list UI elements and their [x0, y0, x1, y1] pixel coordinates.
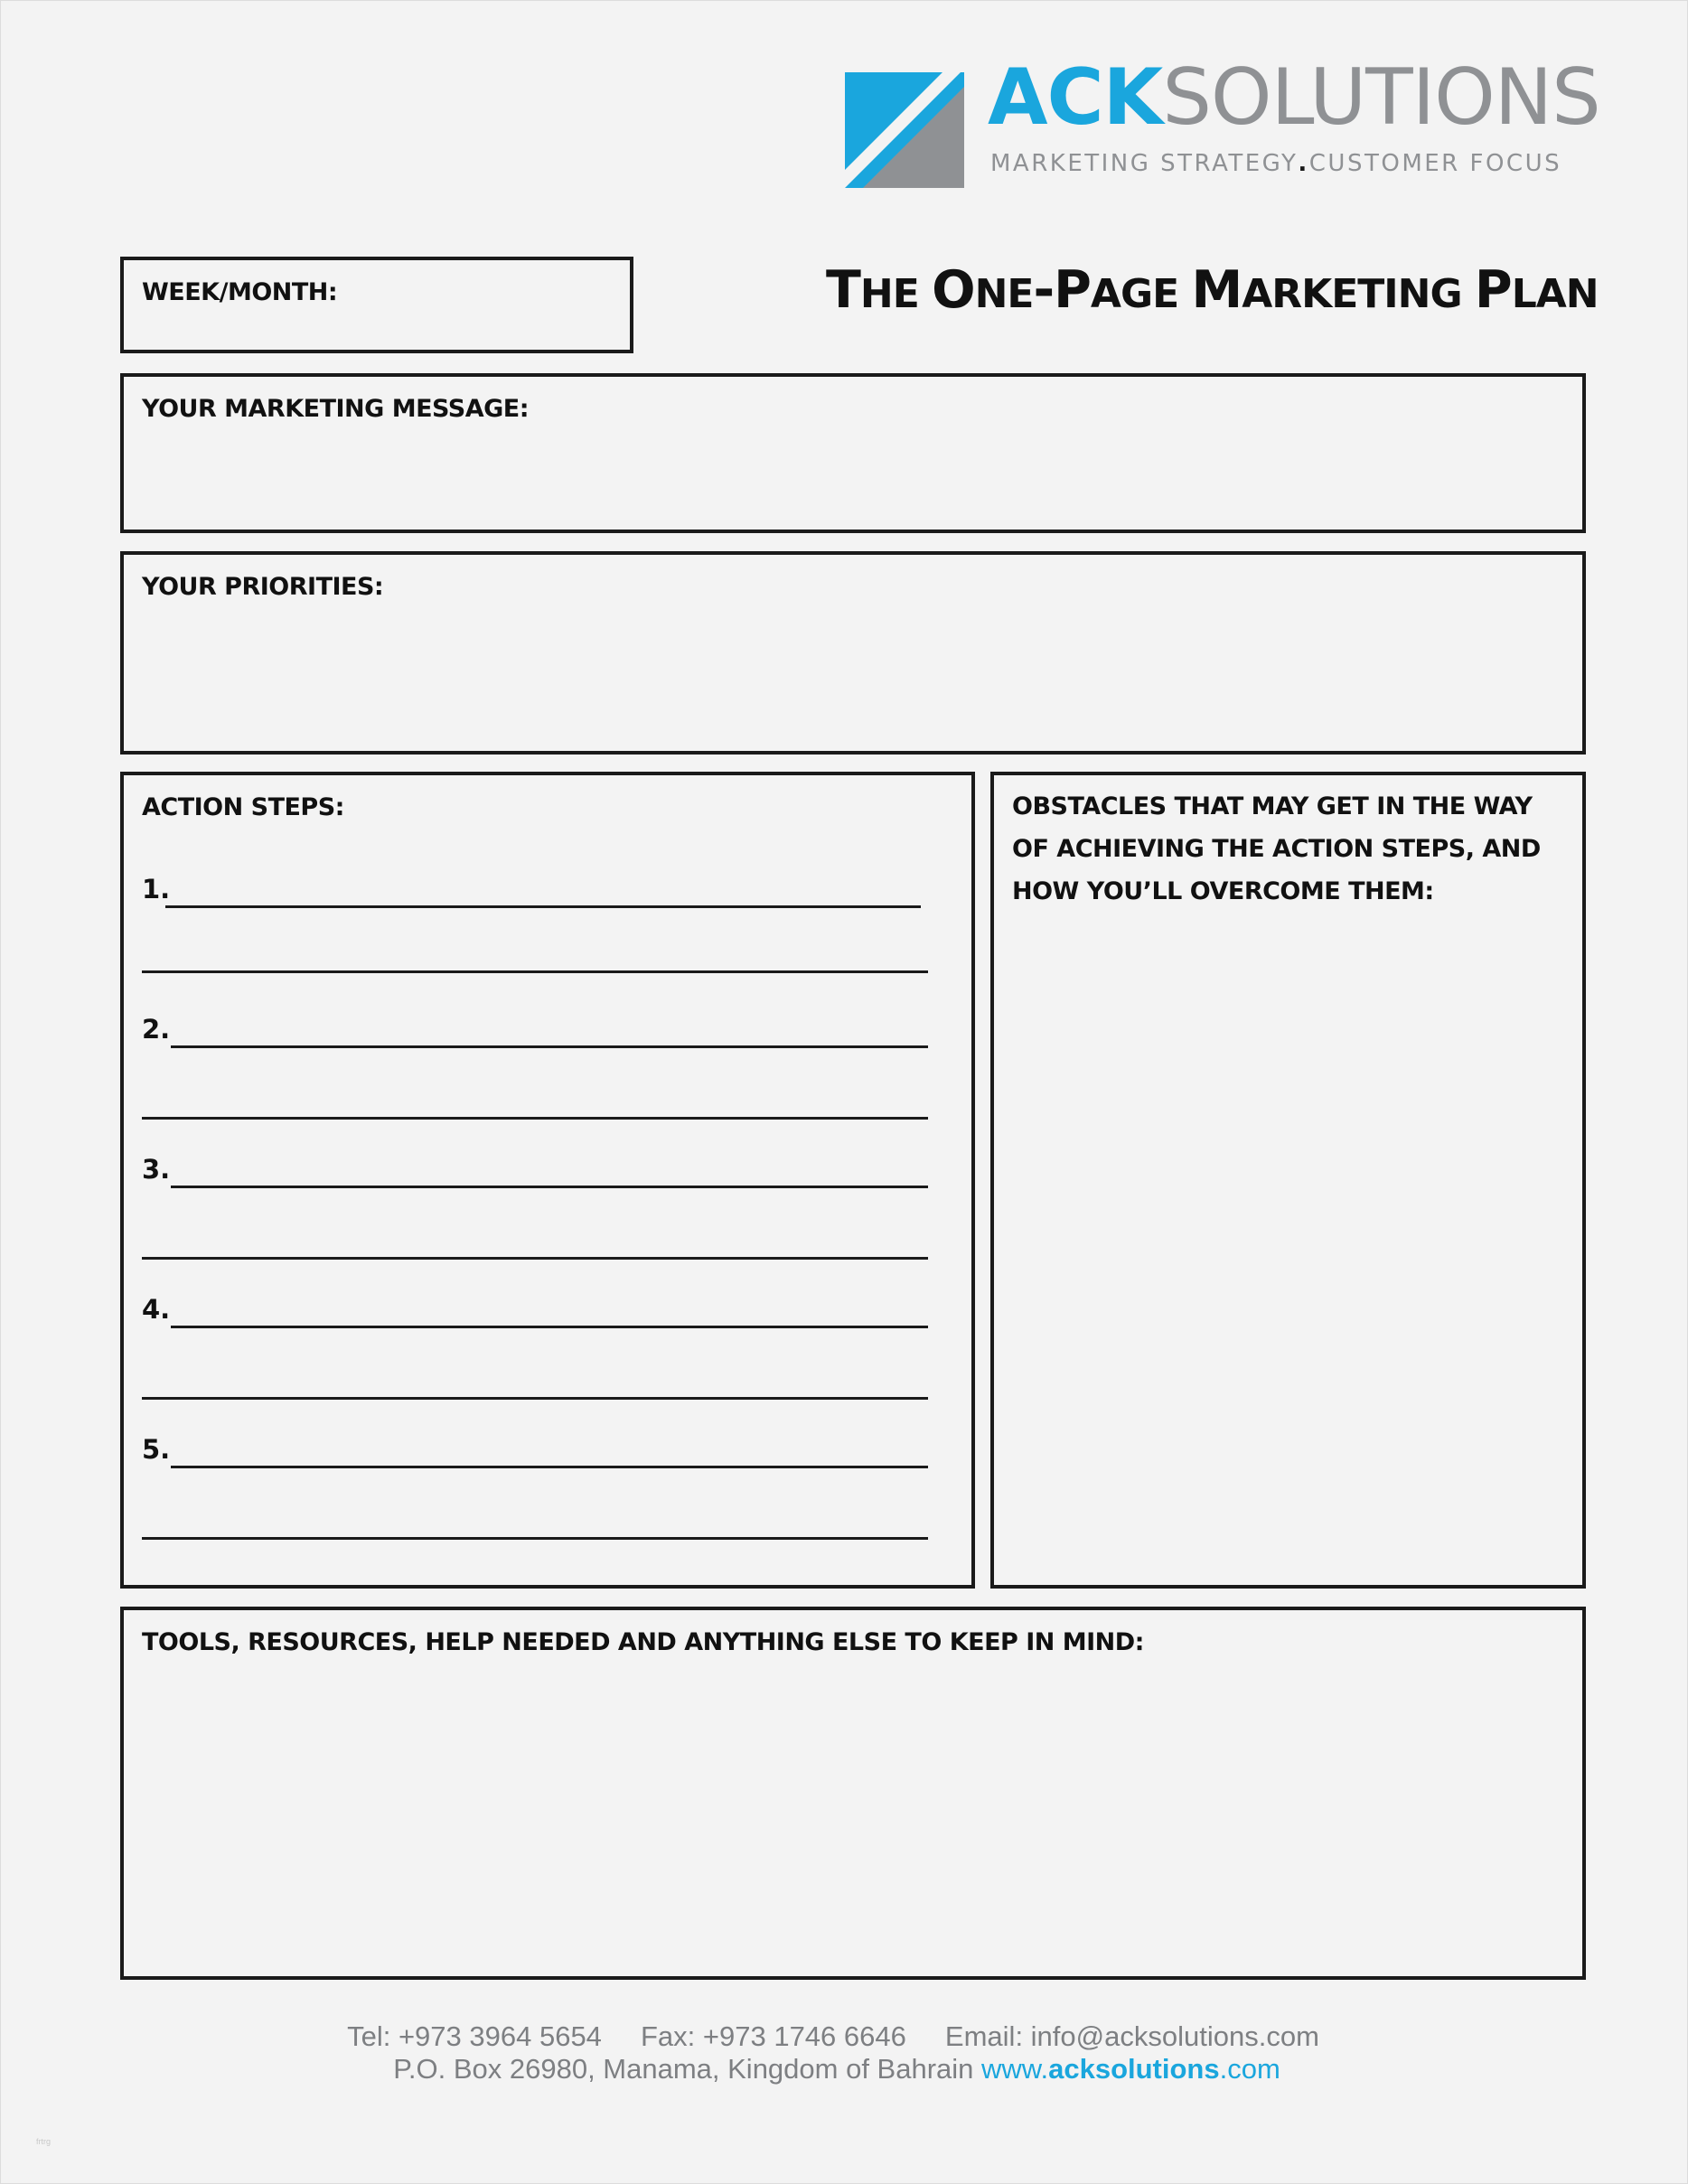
footer-address: P.O. Box 26980, Manama, Kingdom of Bahrain [393, 2053, 982, 2085]
priorities-box[interactable] [120, 551, 1586, 755]
step-number: 5. [142, 1434, 171, 1465]
action-steps-label: ACTION STEPS: [142, 793, 344, 821]
step-continuation-line[interactable] [142, 1117, 928, 1120]
step-continuation-line[interactable] [142, 1537, 928, 1540]
logo-word-rest: SOLUTIONS [1162, 52, 1600, 143]
acksolutions-logo-mark-icon [845, 72, 964, 188]
action-step-2[interactable] [142, 1012, 928, 1048]
marketing-message-label: YOUR MARKETING MESSAGE: [142, 395, 529, 423]
week-month-box[interactable] [120, 257, 633, 353]
action-step-1[interactable] [142, 872, 928, 908]
week-month-label: WEEK/MONTH: [142, 278, 338, 306]
tools-resources-label: TOOLS, RESOURCES, HELP NEEDED AND ANYTHING ELSE TO KEEP IN MIND: [142, 1628, 1144, 1656]
web-domain: acksolutions [1048, 2053, 1220, 2085]
logo-tagline [990, 150, 1561, 177]
title-part: P [1054, 260, 1091, 320]
step-fill-line[interactable] [171, 1045, 928, 1048]
watermark: frtrg [36, 2137, 52, 2146]
title-part: M [1191, 260, 1243, 320]
title-part: ARKETING [1242, 271, 1475, 317]
step-fill-line[interactable] [171, 1326, 928, 1328]
logo-tagline-left: MARKETING STRATEGY [990, 150, 1299, 177]
step-continuation-line[interactable] [142, 1257, 928, 1260]
tools-resources-box[interactable] [120, 1607, 1586, 1980]
title-part: T [826, 260, 860, 320]
step-number: 1. [142, 874, 171, 905]
page-title [826, 260, 1599, 320]
logo-tagline-dot: . [1298, 150, 1309, 177]
logo-word-accent: ACK [988, 52, 1163, 143]
step-fill-line[interactable] [171, 1186, 928, 1188]
obstacles-box[interactable] [990, 772, 1586, 1589]
web-suffix: .com [1219, 2053, 1280, 2085]
footer-address-line [0, 2053, 1681, 2086]
step-fill-line[interactable] [171, 1466, 928, 1468]
priorities-label: YOUR PRIORITIES: [142, 573, 384, 601]
step-number: 3. [142, 1154, 171, 1185]
web-prefix: www. [981, 2053, 1049, 2085]
title-part: - [1033, 260, 1055, 320]
company-logo [845, 52, 1600, 187]
title-part: AGE [1090, 271, 1192, 317]
logo-wordmark [988, 52, 1600, 143]
title-part: HE [859, 271, 933, 317]
action-step-4[interactable] [142, 1292, 928, 1328]
step-continuation-line[interactable] [142, 970, 928, 973]
step-number: 4. [142, 1294, 171, 1325]
action-steps-box [120, 772, 975, 1589]
title-part: NE [974, 271, 1034, 317]
footer-website-link[interactable] [981, 2053, 1280, 2085]
title-part: LAN [1511, 271, 1599, 317]
title-part: O [932, 260, 975, 320]
obstacles-label: OBSTACLES THAT MAY GET IN THE WAY OF ACHIEVING THE ACTION STEPS, AND HOW YOU’LL OVERCOME THEM: [1012, 792, 1541, 905]
step-fill-line[interactable] [165, 905, 921, 908]
action-step-5[interactable] [142, 1432, 928, 1468]
step-continuation-line[interactable] [142, 1397, 928, 1400]
title-part: P [1474, 260, 1512, 320]
logo-tagline-right: CUSTOMER FOCUS [1308, 150, 1562, 177]
action-step-3[interactable] [142, 1152, 928, 1188]
step-number: 2. [142, 1014, 171, 1045]
footer-contact-line: Tel: +973 3964 5654 Fax: +973 1746 6646 Email: info@acksolutions.com [347, 2020, 1319, 2052]
marketing-message-box[interactable] [120, 373, 1586, 533]
